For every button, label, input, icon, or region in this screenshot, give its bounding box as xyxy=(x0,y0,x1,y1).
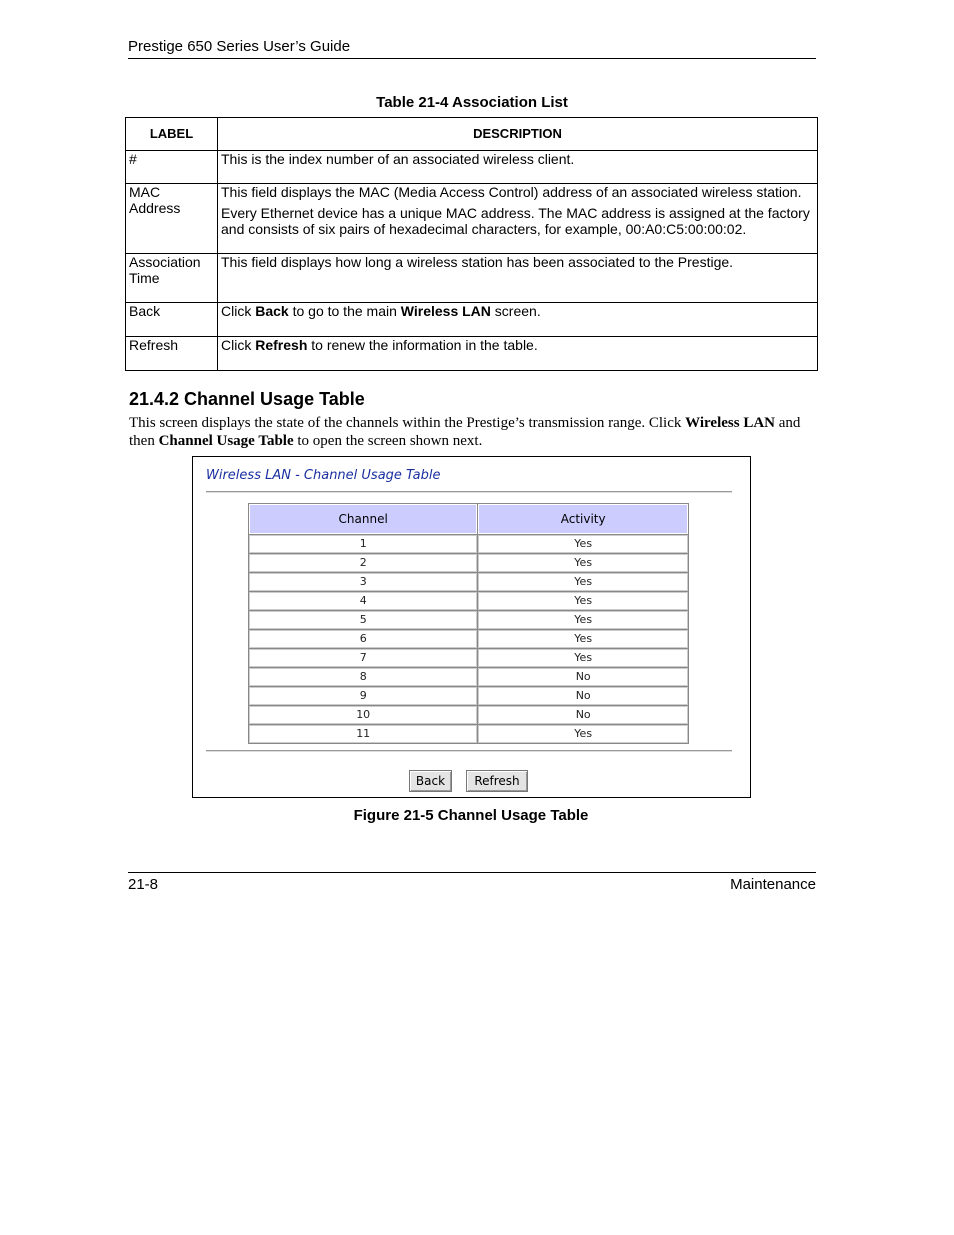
bold-term: Back xyxy=(255,303,289,319)
table-row xyxy=(249,611,688,629)
table-row xyxy=(249,687,688,705)
channel-usage-table xyxy=(248,503,689,744)
text-run: This screen displays the state of the channels within the Prestige’s transmission range. Click xyxy=(129,415,686,431)
row-label: Back xyxy=(126,303,218,337)
row-label: Association Time xyxy=(126,254,218,303)
table-caption: Table 21-4 Association List xyxy=(376,94,568,111)
table-header-row xyxy=(126,118,818,151)
table-row xyxy=(249,592,688,610)
divider xyxy=(206,491,732,493)
back-button[interactable]: Back xyxy=(409,770,452,792)
table-row xyxy=(249,649,688,667)
text-run: to go to the main xyxy=(288,303,401,319)
table-row xyxy=(249,535,688,553)
page-number: 21-8 xyxy=(128,876,159,893)
channel-cell: 3 xyxy=(249,573,477,591)
activity-cell: No xyxy=(478,706,688,724)
channel-cell: 11 xyxy=(249,725,477,743)
row-label: MAC Address xyxy=(126,184,218,254)
row-description: This field displays how long a wireless station has been associated to the Prestige. xyxy=(218,254,818,303)
table-row xyxy=(126,303,818,337)
activity-cell: Yes xyxy=(478,592,688,610)
row-description xyxy=(218,303,818,337)
channel-usage-screenshot xyxy=(192,456,751,798)
figure-caption: Figure 21-5 Channel Usage Table xyxy=(353,807,589,824)
channel-cell: 7 xyxy=(249,649,477,667)
text-run: and then xyxy=(129,415,801,449)
activity-cell: Yes xyxy=(478,554,688,572)
table-row xyxy=(126,254,818,303)
bold-term: Wireless LAN xyxy=(400,303,491,319)
table-header-row xyxy=(249,504,688,534)
association-list-table xyxy=(125,117,818,371)
table-row xyxy=(126,337,818,371)
table-row xyxy=(249,668,688,686)
chapter-name: Maintenance xyxy=(730,876,816,893)
activity-cell: Yes xyxy=(478,630,688,648)
activity-cell: Yes xyxy=(478,535,688,553)
section-heading: 21.4.2 Channel Usage Table xyxy=(129,389,365,409)
running-header: Prestige 650 Series User’s Guide xyxy=(128,38,816,59)
channel-cell: 10 xyxy=(249,706,477,724)
description-paragraph: Every Ethernet device has a unique MAC address. The MAC address is assigned at the factory and consists of six pairs of hexadecimal characters, for example, 00:A0:C5:00:00:02. xyxy=(221,205,810,237)
refresh-button[interactable]: Refresh xyxy=(466,770,528,792)
channel-cell: 9 xyxy=(249,687,477,705)
bold-term: Refresh xyxy=(255,337,308,353)
table-row xyxy=(126,151,818,184)
row-description xyxy=(218,337,818,371)
divider xyxy=(206,750,732,752)
bold-term: Wireless LAN xyxy=(685,415,776,431)
table-row xyxy=(249,630,688,648)
channel-cell: 6 xyxy=(249,630,477,648)
text-run: to open the screen shown next. xyxy=(293,433,483,449)
row-description: This is the index number of an associated wireless client. xyxy=(218,151,818,184)
channel-cell: 2 xyxy=(249,554,477,572)
row-label: Refresh xyxy=(126,337,218,371)
activity-cell: No xyxy=(478,668,688,686)
text-run: to renew the information in the table. xyxy=(307,337,538,353)
label-column-header: LABEL xyxy=(126,118,218,151)
activity-cell: Yes xyxy=(478,611,688,629)
channel-cell: 8 xyxy=(249,668,477,686)
table-row xyxy=(126,184,818,254)
text-run: Click xyxy=(221,337,256,353)
running-footer xyxy=(128,872,816,893)
section-body xyxy=(129,414,819,450)
table-row xyxy=(249,554,688,572)
activity-cell: No xyxy=(478,687,688,705)
channel-cell: 4 xyxy=(249,592,477,610)
text-run: screen. xyxy=(490,303,541,319)
activity-column-header: Activity xyxy=(478,504,688,534)
screen-title: Wireless LAN - Channel Usage Table xyxy=(206,468,441,483)
bold-term: Channel Usage Table xyxy=(158,433,294,449)
text-run: Click xyxy=(221,303,256,319)
description-paragraph: This field displays the MAC (Media Access Control) address of an associated wireless station. xyxy=(221,184,802,200)
channel-cell: 5 xyxy=(249,611,477,629)
channel-column-header: Channel xyxy=(249,504,477,534)
row-label: # xyxy=(126,151,218,184)
table-row xyxy=(249,573,688,591)
activity-cell: Yes xyxy=(478,573,688,591)
table-row xyxy=(249,725,688,743)
channel-cell: 1 xyxy=(249,535,477,553)
description-column-header: DESCRIPTION xyxy=(218,118,818,151)
table-row xyxy=(249,706,688,724)
activity-cell: Yes xyxy=(478,725,688,743)
activity-cell: Yes xyxy=(478,649,688,667)
row-description xyxy=(218,184,818,254)
